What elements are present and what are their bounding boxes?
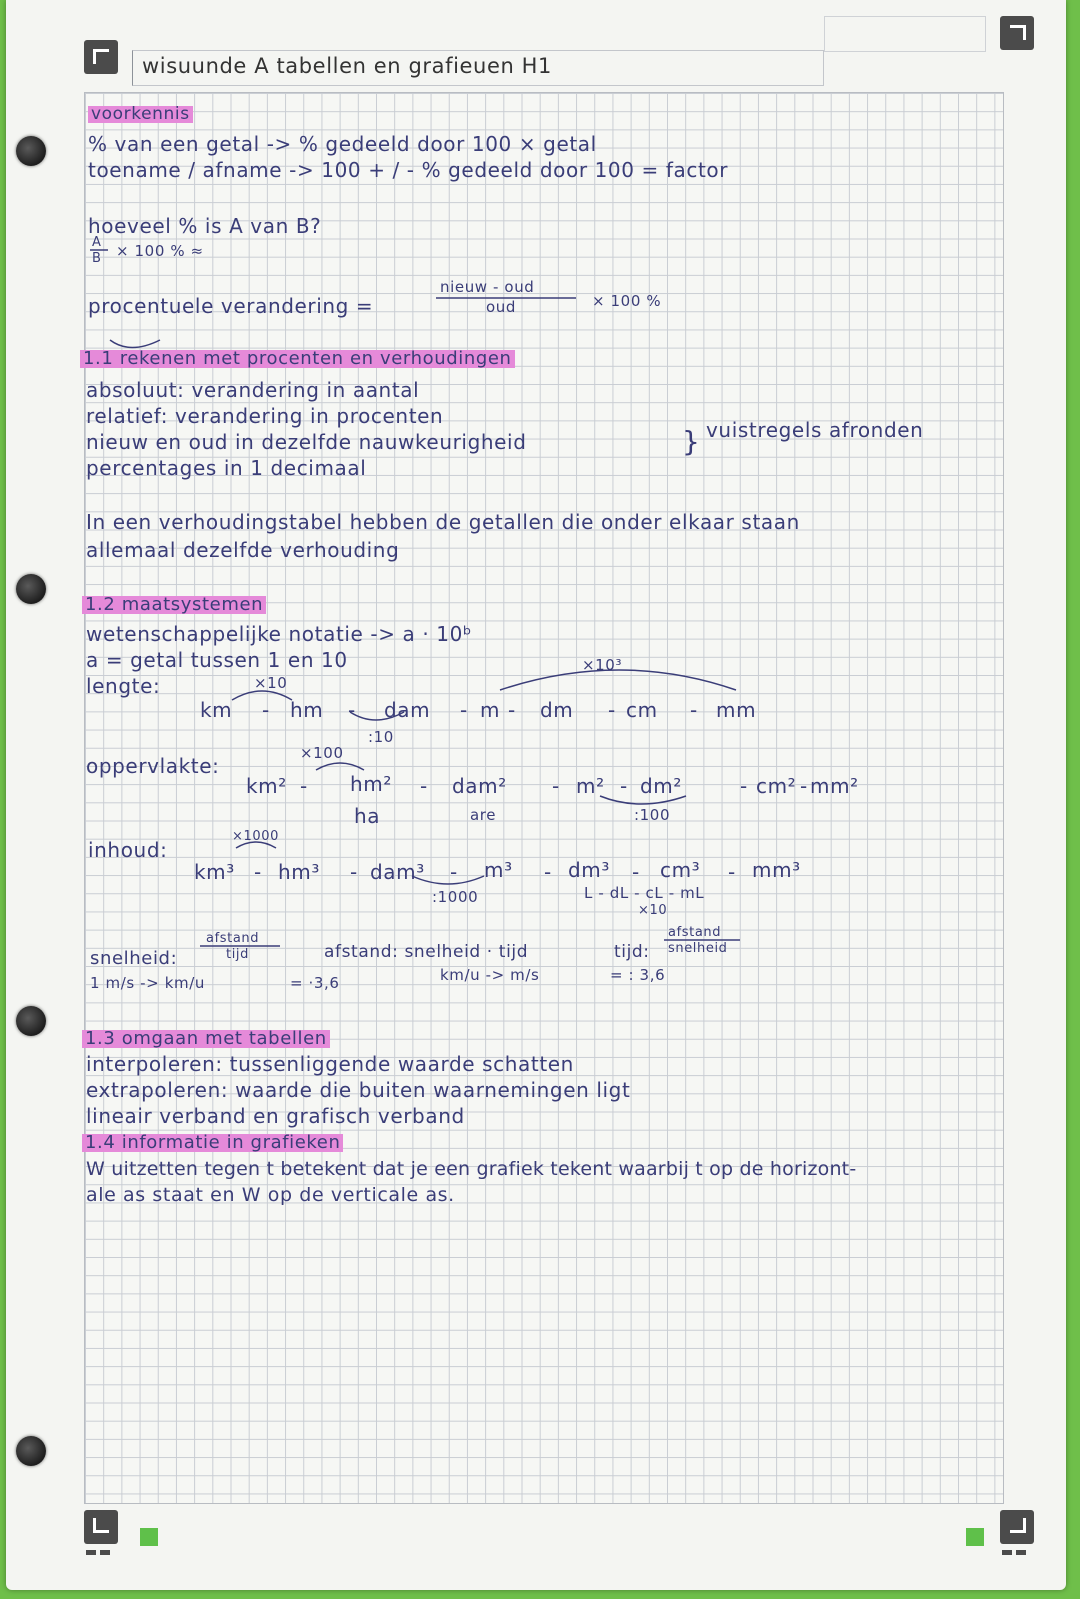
- text-line: interpoleren: tussenliggende waarde schatten: [86, 1052, 574, 1076]
- punch-hole: [16, 1006, 46, 1036]
- corner-logo-icon: [1000, 16, 1034, 50]
- text-line: W uitzetten tegen t betekent dat je een grafiek tekent waarbij t op de horizont-: [86, 1158, 857, 1180]
- corner-logo-icon: [84, 1510, 118, 1544]
- section-heading-1-1: 1.1 rekenen met procenten en verhoudingen: [80, 350, 515, 368]
- unit-sep: -: [620, 774, 628, 798]
- unit: mm²: [810, 774, 859, 798]
- text-line: = ·3,6: [290, 974, 340, 992]
- label-lengte: lengte:: [86, 674, 161, 698]
- unit: m³: [484, 858, 513, 882]
- label-oppervlakte: oppervlakte:: [86, 754, 220, 778]
- section-heading-1-4: 1.4 informatie in grafieken: [82, 1134, 343, 1152]
- fraction-denominator: oud: [486, 298, 517, 316]
- unit-sep: -: [544, 860, 552, 884]
- text-line: vuistregels afronden: [706, 418, 924, 442]
- corner-mark: [1016, 1550, 1026, 1555]
- unit: dam³: [370, 860, 425, 884]
- unit-sep: -: [740, 774, 748, 798]
- green-marker: [140, 1528, 158, 1546]
- text-line: In een verhoudingstabel hebben de getallen die onder elkaar staan: [86, 510, 800, 534]
- text-line: 1 m/s -> km/u: [90, 974, 205, 992]
- unit-sep: -: [420, 774, 428, 798]
- section-heading-voorkennis: voorkennis: [88, 106, 193, 123]
- unit: m²: [576, 774, 605, 798]
- corner-mark: [1002, 1550, 1012, 1555]
- label-inhoud: inhoud:: [88, 838, 168, 862]
- unit-sep: -: [450, 860, 458, 884]
- unit-sep: -: [632, 860, 640, 884]
- unit: km³: [194, 860, 235, 884]
- unit: dm²: [640, 774, 682, 798]
- text-line: tijd:: [614, 942, 650, 962]
- text-line: wetenschappelijke notatie -> a · 10ᵇ: [86, 622, 473, 646]
- annot-times1000: ×1000: [232, 829, 279, 844]
- unit-sep: -: [552, 774, 560, 798]
- unit-sep: -: [300, 774, 308, 798]
- unit-sep: -: [460, 698, 468, 722]
- unit: hm²: [350, 772, 392, 796]
- unit: dam²: [452, 774, 507, 798]
- unit-sep: -: [262, 698, 270, 722]
- unit-ha: ha: [354, 804, 381, 828]
- text-line: a = getal tussen 1 en 10: [86, 648, 348, 672]
- punch-hole: [16, 1436, 46, 1466]
- unit: hm³: [278, 860, 320, 884]
- text-line: = : 3,6: [610, 966, 666, 984]
- unit-sep: -: [348, 698, 356, 722]
- unit: mm: [716, 698, 757, 722]
- text-line: ale as staat en W op de verticale as.: [86, 1184, 455, 1206]
- text-line: % van een getal -> % gedeeld door 100 × getal: [88, 132, 597, 156]
- section-heading-1-3: 1.3 omgaan met tabellen: [82, 1030, 330, 1048]
- text-line: procentuele verandering =: [88, 294, 374, 318]
- unit: km²: [246, 774, 287, 798]
- fraction-numerator: afstand: [206, 931, 260, 946]
- unit: cm³: [660, 858, 701, 882]
- unit: mm³: [752, 858, 801, 882]
- unit-sep: -: [608, 698, 616, 722]
- punch-hole: [16, 574, 46, 604]
- fraction-denominator: B: [92, 251, 102, 266]
- corner-mark: [100, 1550, 110, 1555]
- liter-row: L - dL - cL - mL: [584, 884, 705, 902]
- corner-logo-icon: [1000, 1510, 1034, 1544]
- annot-div10: :10: [368, 728, 394, 746]
- unit-sep: -: [728, 860, 736, 884]
- punch-hole: [16, 136, 46, 166]
- annot-div1000: :1000: [432, 888, 479, 906]
- fraction-denominator: snelheid: [668, 941, 728, 956]
- unit: cm²: [756, 774, 797, 798]
- unit-sep: -: [800, 774, 808, 798]
- unit-sep: -: [690, 698, 698, 722]
- unit: cm: [626, 698, 658, 722]
- fraction-denominator: tijd: [226, 947, 249, 962]
- unit: km: [200, 698, 233, 722]
- annot-times1000: ×10³: [582, 656, 623, 674]
- text-line: nieuw en oud in dezelfde nauwkeurigheid: [86, 430, 527, 454]
- brace: }: [682, 425, 701, 458]
- unit: dam: [384, 698, 431, 722]
- text-line: lineair verband en grafisch verband: [86, 1104, 465, 1128]
- text-line: percentages in 1 decimaal: [86, 456, 367, 480]
- annot-times10: ×10: [254, 674, 288, 692]
- fraction-numerator: afstand: [668, 925, 722, 940]
- section-heading-1-2: 1.2 maatsystemen: [82, 596, 266, 614]
- text-line: × 100 %: [592, 292, 662, 310]
- corner-mark: [86, 1550, 96, 1555]
- unit-sep: -: [254, 860, 262, 884]
- unit-sep: -: [350, 860, 358, 884]
- page-title: wisuunde A tabellen en grafieuen H1: [142, 54, 553, 78]
- text-line: afstand: snelheid · tijd: [324, 942, 529, 962]
- unit: dm: [540, 698, 574, 722]
- text-line: toename / afname -> 100 + / - % gedeeld door 100 = factor: [88, 158, 729, 182]
- unit-sep: -: [508, 698, 516, 722]
- text-line: km/u -> m/s: [440, 966, 540, 984]
- text-line: × 100 % ≈: [116, 242, 204, 260]
- text-line: hoeveel % is A van B?: [88, 214, 322, 238]
- unit: dm³: [568, 858, 610, 882]
- unit: m: [480, 698, 501, 722]
- fraction-numerator: nieuw - oud: [440, 278, 535, 296]
- fraction-numerator: A: [92, 235, 102, 250]
- date-box: [824, 16, 986, 52]
- green-marker: [966, 1528, 984, 1546]
- text-line: absoluut: verandering in aantal: [86, 378, 420, 402]
- text-line: allemaal dezelfde verhouding: [86, 538, 400, 562]
- annot-div100: :100: [634, 806, 671, 824]
- annot-times10: ×10: [638, 903, 668, 918]
- annot-times100: ×100: [300, 744, 344, 762]
- unit-are: are: [470, 806, 497, 824]
- corner-logo-icon: [84, 40, 118, 74]
- text-line: extrapoleren: waarde die buiten waarnemingen ligt: [86, 1078, 631, 1102]
- unit: hm: [290, 698, 324, 722]
- label-snelheid: snelheid:: [90, 948, 178, 969]
- text-line: relatief: verandering in procenten: [86, 404, 444, 428]
